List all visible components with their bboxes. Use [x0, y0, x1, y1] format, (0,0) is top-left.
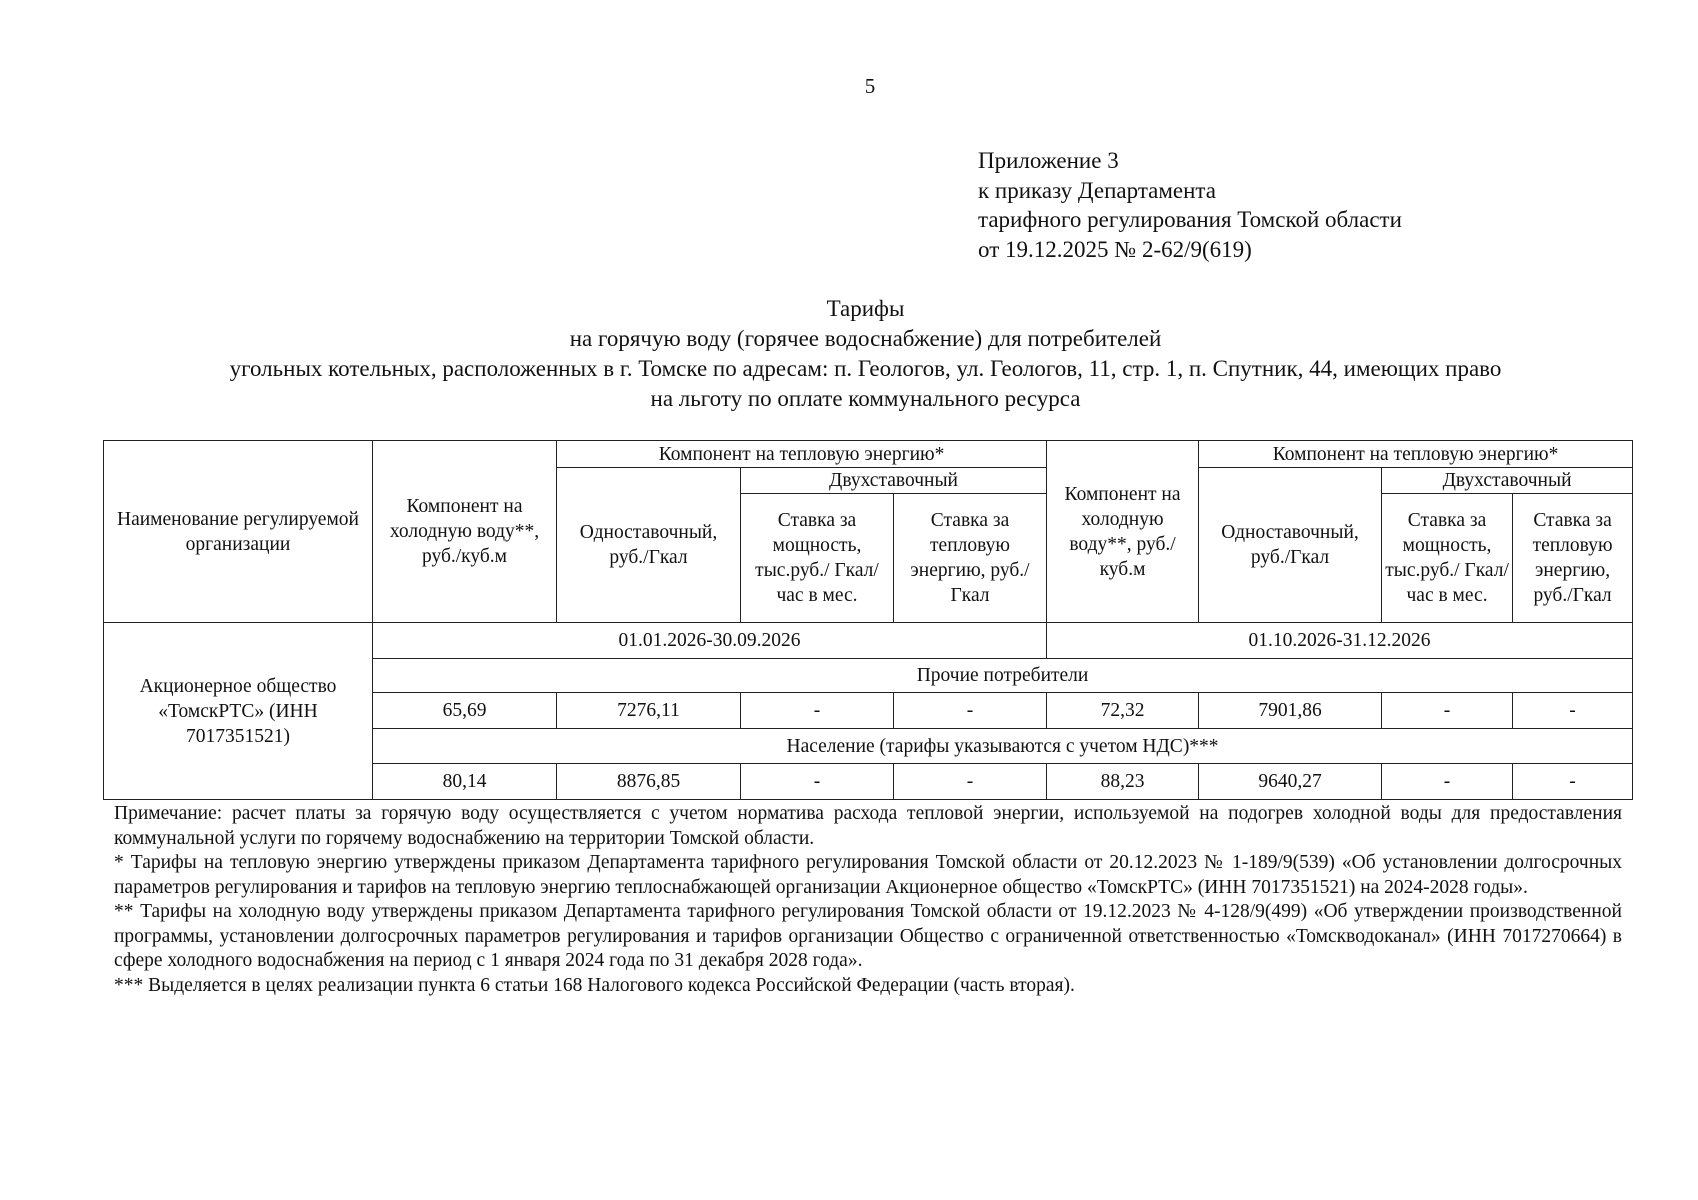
table-cell: -: [894, 693, 1047, 729]
header-two-rate-2: Двухставочный: [1382, 468, 1633, 494]
table-cell: 7901,86: [1199, 693, 1382, 729]
page-number: 5: [864, 74, 876, 98]
table-cell: -: [1513, 693, 1633, 729]
note-heat-tariffs: * Тарифы на тепловую энергию утверждены приказом Департамента тарифного регулирования Томской области от 20.12.2023 № 1-189/9(539) «Об установлении долгосрочных параметров регулирования и тарифов на тепловую энергию теплоснабжающей организации Акционерное общество «ТомскРТС» (ИНН 7017351521) на 2024-2028 годы».: [114, 852, 1622, 898]
document-title: [103, 294, 1628, 414]
note-cold-water-tariffs: ** Тарифы на холодную воду утверждены приказом Департамента тарифного регулирования Томской области от 19.12.2023 № 4-128/9(499) «Об утверждении производственной программы, установлении долгосрочных параметров регулирования и тарифов организации Общество с ограниченной ответственностью «Томскводоканал» (ИНН 7017270664) в сфере холодного водоснабжения на период с 1 января 2024 года по 31 декабря 2028 года».: [114, 901, 1622, 971]
appendix-line-3: тарифного регулирования Томской области: [978, 207, 1402, 232]
table-cell: -: [741, 764, 894, 800]
table-cell: -: [894, 764, 1047, 800]
header-heat-component-1: Компонент на тепловую энергию*: [557, 441, 1047, 468]
header-heat-rate-2: Ставка за тепловую энергию, руб./Гкал: [1513, 494, 1633, 623]
appendix-line-4: от 19.12.2025 № 2-62/9(619): [978, 236, 1252, 262]
table-cell: 8876,85: [557, 764, 741, 800]
notes-block: [114, 802, 1622, 998]
table-cell: 65,69: [373, 693, 557, 729]
header-org-name: Наименование регулируемой организации: [104, 441, 373, 623]
appendix-line-1: Приложение 3: [978, 148, 1119, 173]
table-cell: 7276,11: [557, 693, 741, 729]
group-label-other: Прочие потребители: [373, 659, 1633, 693]
table-cell: 80,14: [373, 764, 557, 800]
table-cell: 88,23: [1047, 764, 1199, 800]
header-cold-water-2: Компонент на холодную воду**, руб./куб.м: [1047, 441, 1199, 623]
header-single-rate-2: Одноставочный, руб./Гкал: [1199, 468, 1382, 623]
organization-name: Акционерное общество «ТомскРТС» (ИНН 7017351521): [104, 623, 373, 800]
tariff-table: [103, 440, 1633, 800]
period-1: 01.01.2026-30.09.2026: [373, 623, 1047, 659]
header-heat-component-2: Компонент на тепловую энергию*: [1199, 441, 1633, 468]
title-line-4: на льготу по оплате коммунального ресурса: [650, 386, 1081, 411]
table-cell: -: [1513, 764, 1633, 800]
header-capacity-rate-1: Ставка за мощность, тыс.руб./ Гкал/час в мес.: [741, 494, 894, 623]
header-heat-rate-1: Ставка за тепловую энергию, руб./Гкал: [894, 494, 1047, 623]
period-2: 01.10.2026-31.12.2026: [1047, 623, 1633, 659]
table-cell: -: [741, 693, 894, 729]
group-label-population: Население (тарифы указываются с учетом НДС)***: [373, 729, 1633, 764]
table-cell: -: [1382, 764, 1513, 800]
appendix-line-2: к приказу Департамента: [978, 177, 1216, 203]
header-single-rate-1: Одноставочный, руб./Гкал: [557, 468, 741, 623]
appendix-block: [978, 146, 1402, 264]
title-line-3: угольных котельных, расположенных в г. Томске по адресам: п. Геологов, ул. Геологов, 11, стр. 1, п. Спутник, 44, имеющих право: [229, 356, 1502, 381]
header-two-rate-1: Двухставочный: [741, 468, 1047, 494]
title-line-2: на горячую воду (горячее водоснабжение) для потребителей: [569, 326, 1162, 351]
note-vat: *** Выделяется в целях реализации пункта 6 статьи 168 Налогового кодекса Российской Федерации (часть вторая).: [114, 974, 1075, 996]
table-cell: -: [1382, 693, 1513, 729]
header-capacity-rate-2: Ставка за мощность, тыс.руб./ Гкал/час в мес.: [1382, 494, 1513, 623]
note-main: Примечание: расчет платы за горячую воду осуществляется с учетом норматива расхода тепловой энергии, используемой на подогрев холодной воды для предоставления коммунальной услуги по горячему водоснабжению на территории Томской области.: [114, 803, 1622, 849]
title-line-1: Тарифы: [826, 296, 905, 321]
header-cold-water-1: Компонент на холодную воду**, руб./куб.м: [373, 441, 557, 623]
table-cell: 9640,27: [1199, 764, 1382, 800]
table-cell: 72,32: [1047, 693, 1199, 729]
